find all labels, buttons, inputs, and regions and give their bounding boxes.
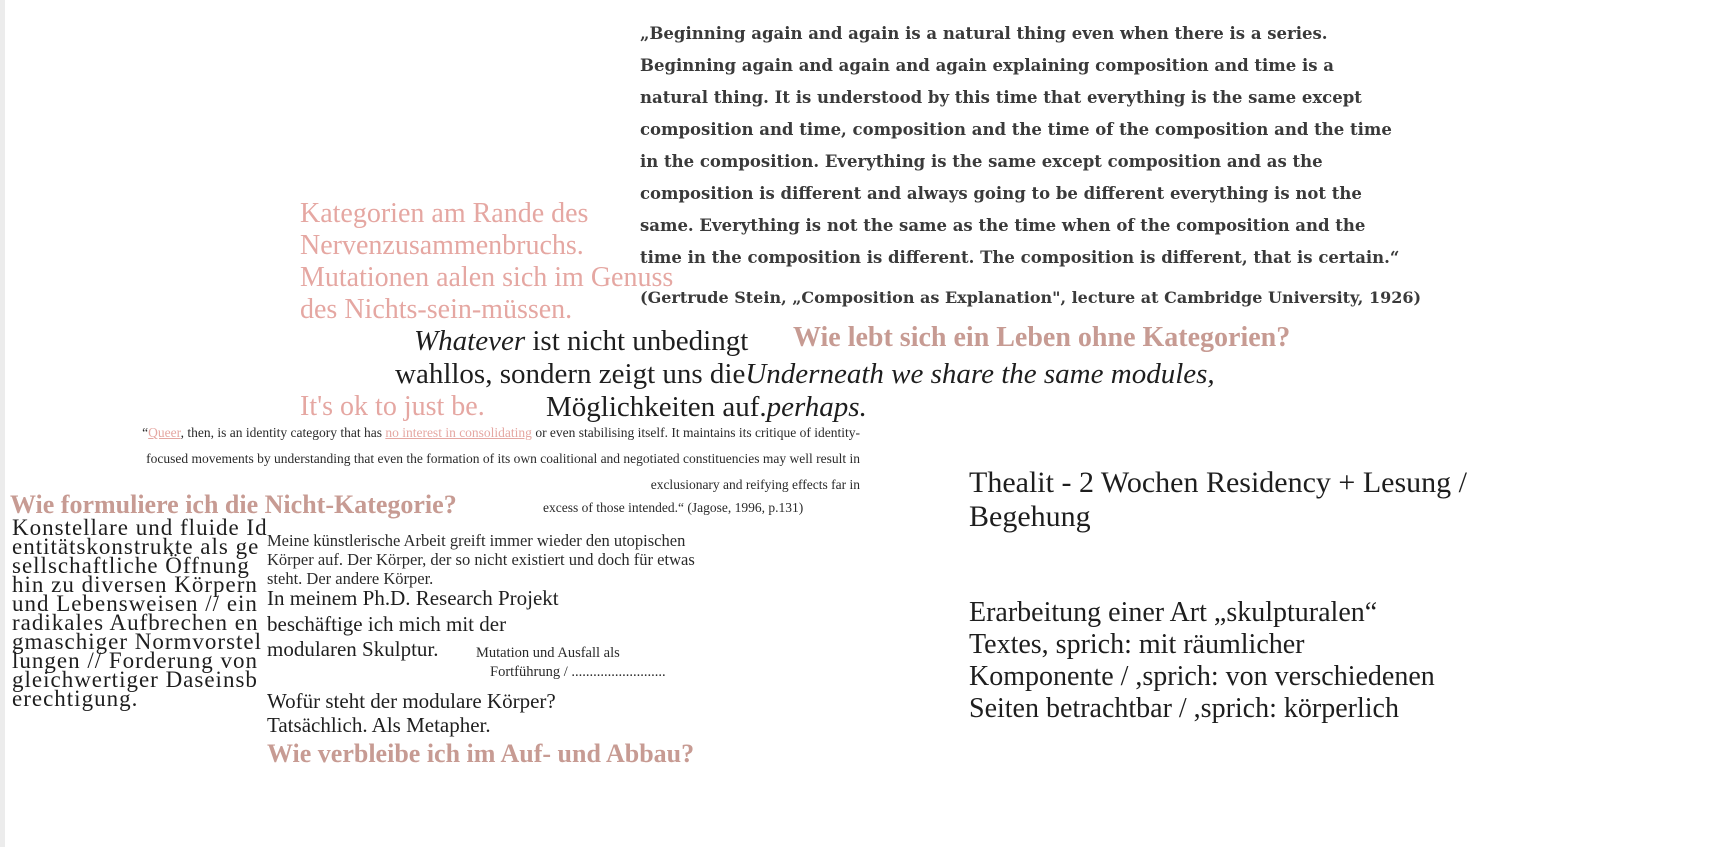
kategorien-line-3: Mutationen aalen sich im Genuss	[300, 262, 674, 293]
phd-line-1: In meinem Ph.D. Research Projekt	[267, 586, 559, 610]
mutation-line-1: Mutation und Ausfall als	[476, 645, 620, 661]
kategorien-line-4: des Nichts-sein-müssen.	[300, 294, 573, 325]
whatever-line-1	[414, 325, 748, 358]
wofuer-line: Wofür steht der modulare Körper?	[267, 689, 556, 713]
phd-line-3: modularen Skulptur.	[267, 637, 439, 661]
consolidating-link[interactable]: no interest in consolidating	[385, 425, 532, 440]
jagose-text-1: , then, is an identity category that has	[180, 425, 386, 440]
kategorien-block	[300, 198, 673, 326]
queer-link[interactable]: Queer	[148, 425, 181, 440]
arbeit-line-1: Meine künstlerische Arbeit greift immer wieder den utopischen	[267, 531, 686, 550]
moeglichkeiten-text: Möglichkeiten auf.	[546, 391, 767, 423]
jagose-text-2: or even stabilising itself. It maintains its critique of identity-focused movements by understanding that even the formation of its own coalitional and negotiated constituencies may well result in exclusionary and reifying effects far in	[146, 425, 860, 492]
underneath-text: Underneath we share the same modules,	[745, 358, 1215, 390]
stein-citation: (Gertrude Stein, „Composition as Explanation", lecture at Cambridge University, 1926)	[640, 288, 1422, 307]
kategorien-line-2: Nervenzusammenbruchs.	[300, 230, 584, 261]
whatever-rest: ist nicht unbedingt	[525, 325, 749, 357]
jagose-citation: excess of those intended.“ (Jagose, 1996, p.131)	[543, 500, 804, 515]
whatever-line-2	[395, 358, 1215, 391]
nicht-kategorie-heading: Wie formuliere ich die Nicht-Kategorie?	[10, 490, 457, 519]
ok-line: It's ok to just be.	[300, 391, 485, 422]
quote-open: “	[142, 425, 149, 440]
stein-quote: „Beginning again and again is a natural thing even when there is a series. Beginning again and again and again explaining composition and time is a natural thing. It is understood by this time that everything is the same except composition and time, composition and the time of the composition and the time in the composition. Everything is the same except composition and as the composition is different and always going to be different everything is not the same. Everything is not the same as the time when of the composition and the time in the composition is different. The composition is different, that is certain.“	[640, 24, 1400, 267]
verbleibe-heading: Wie verbleibe ich im Auf- und Abbau?	[267, 739, 695, 768]
wie-leben-heading: Wie lebt sich ein Leben ohne Kategorien?	[793, 322, 1291, 353]
kategorien-line-1: Kategorien am Rande des	[300, 198, 589, 229]
arbeit-line-3: steht. Der andere Körper.	[267, 569, 434, 588]
erarbeitung-text: Erarbeitung einer Art „skulpturalen“ Textes, sprich: mit räumlicher Komponente / ,sprich: von verschiedenen Seiten betrachtbar / ,sprich: körperlich	[969, 597, 1435, 724]
mutation-line-2: Fortführung / ..........................	[490, 664, 666, 680]
identitaet-stack: Konstellare und fluide Identitätskonstrukte als gesellschaftliche Öffnung hin zu diversen Körpern und Lebensweisen // ein radikales Aufbrechen engmaschiger Normvorstellungen // Forderung von gleichwertiger Daseinsberechtigung.	[12, 515, 268, 711]
arbeit-line-2: Körper auf. Der Körper, der so nicht existiert und doch für etwas	[267, 550, 695, 569]
whatever-word: Whatever	[414, 325, 526, 357]
wahllos-text: wahllos, sondern zeigt uns die	[395, 358, 746, 390]
perhaps-text: perhaps.	[766, 391, 867, 423]
left-frame-edge	[0, 0, 5, 847]
jagose-quote	[130, 420, 860, 498]
phd-line-2: beschäftige ich mich mit der	[267, 612, 507, 636]
thealit-heading: Thealit - 2 Wochen Residency + Lesung / Begehung	[969, 466, 1467, 533]
tatsaechlich-line: Tatsächlich. Als Metapher.	[267, 713, 491, 737]
